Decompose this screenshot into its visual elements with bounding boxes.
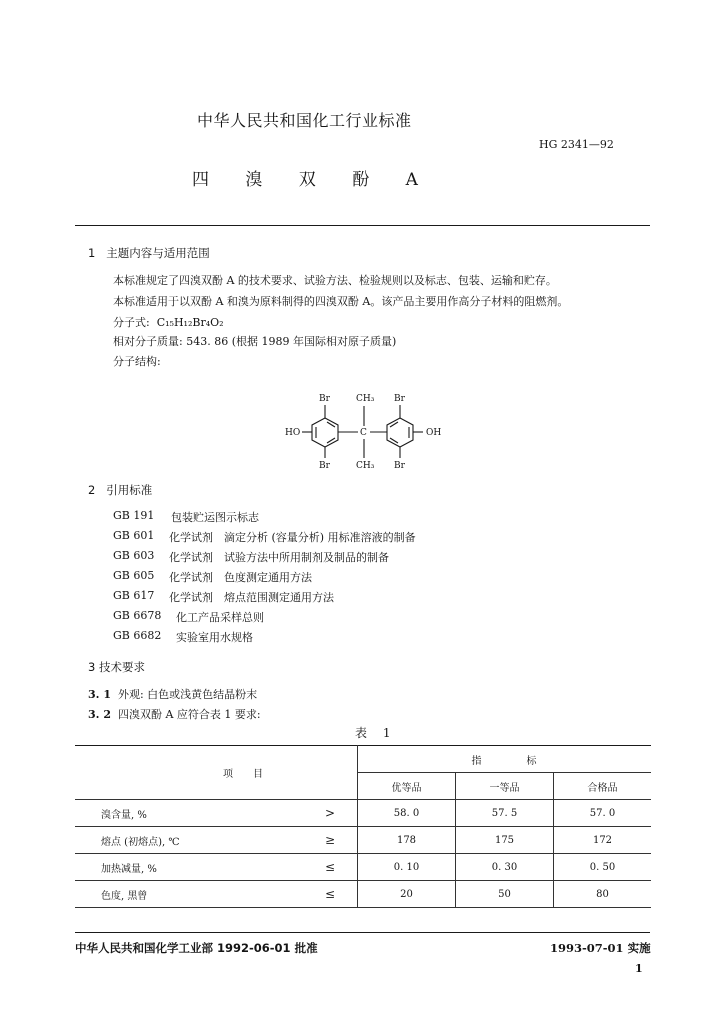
index-column-header: 指 标 <box>358 746 652 773</box>
cell-value: 0. 10 <box>358 854 456 881</box>
br-bottom-left: Br <box>319 461 330 471</box>
reference-code: GB 6678 <box>113 609 162 622</box>
section-1-heading: 1 主题内容与适用范围 <box>88 246 210 260</box>
reference-code: GB 601 <box>113 529 155 542</box>
reference-name: 包装贮运图示标志 <box>171 511 259 524</box>
row-name: 熔点 (初熔点), ℃ <box>75 827 284 854</box>
section-3-heading: 3 技术要求 <box>88 660 145 674</box>
section-1-para-1: 本标准规定了四溴双酚 A 的技术要求、试验方法、检验规则以及标志、包装、运输和贮存。 <box>113 274 557 287</box>
table-row <box>75 827 651 854</box>
hydroxyl-left: HO <box>285 428 301 438</box>
reference-name: 化学试剂 熔点范围测定通用方法 <box>169 591 334 604</box>
reference-code: GB 603 <box>113 549 155 562</box>
table-caption: 表 1 <box>355 726 397 740</box>
structure-label: 分子结构: <box>113 355 161 368</box>
document-title: 四 溴 双 酚 A <box>192 170 419 190</box>
row-name: 加热减量, % <box>75 854 284 881</box>
row-name: 溴含量, % <box>75 800 284 827</box>
ch3-top: CH₃ <box>356 394 375 404</box>
clause-3-2: 3. 2 四溴双酚 A 应符合表 1 要求: <box>88 708 261 721</box>
reference-name: 化学试剂 滴定分析 (容量分析) 用标准溶液的制备 <box>169 531 416 544</box>
reference-code: GB 6682 <box>113 629 162 642</box>
approval-line: 中华人民共和国化学工业部 1992-06-01 批准 <box>75 941 318 955</box>
row-symbol: ≤ <box>284 881 357 908</box>
reference-name: 化工产品采样总则 <box>176 611 264 624</box>
header-divider <box>75 225 650 226</box>
section-2-heading: 2 引用标准 <box>88 483 153 497</box>
row-symbol: > <box>284 800 357 827</box>
reference-name: 实验室用水规格 <box>176 631 253 644</box>
central-carbon: C <box>360 428 367 438</box>
reference-name: 化学试剂 试验方法中所用制剂及制品的制备 <box>169 551 389 564</box>
page-number: 1 <box>635 962 643 975</box>
br-top-left: Br <box>319 394 330 404</box>
table-row <box>75 854 651 881</box>
cell-value: 178 <box>358 827 456 854</box>
molecular-formula: 分子式: C₁₅H₁₂Br₄O₂ <box>113 316 224 329</box>
ch3-bottom: CH₃ <box>356 461 375 471</box>
reference-code: GB 605 <box>113 569 155 582</box>
cell-value: 58. 0 <box>358 800 456 827</box>
row-symbol: ≥ <box>284 827 357 854</box>
hydroxyl-right: OH <box>426 428 442 438</box>
grade-header-qualified: 合格品 <box>554 773 652 800</box>
table-row <box>75 881 651 908</box>
molecular-mass: 相对分子质量: 543. 86 (根据 1989 年国际相对原子质量) <box>113 335 397 348</box>
cell-value: 20 <box>358 881 456 908</box>
cell-value: 0. 30 <box>456 854 554 881</box>
cell-value: 175 <box>456 827 554 854</box>
cell-value: 50 <box>456 881 554 908</box>
item-column-header: 项 目 <box>75 746 358 800</box>
effective-date: 1993-07-01 实施 <box>550 941 651 955</box>
molecular-structure-diagram <box>280 388 470 478</box>
section-1-para-2: 本标准适用于以双酚 A 和溴为原料制得的四溴双酚 A。该产品主要用作高分子材料的阻燃剂。 <box>113 295 569 308</box>
cell-value: 57. 5 <box>456 800 554 827</box>
cell-value: 172 <box>554 827 652 854</box>
standard-code: HG 2341—92 <box>539 138 614 151</box>
br-top-right: Br <box>394 394 405 404</box>
cell-value: 80 <box>554 881 652 908</box>
specification-table <box>75 745 651 908</box>
reference-name: 化学试剂 色度测定通用方法 <box>169 571 312 584</box>
row-name: 色度, 黑曾 <box>75 881 284 908</box>
footer-divider <box>75 932 650 933</box>
row-symbol: ≤ <box>284 854 357 881</box>
table-row <box>75 800 651 827</box>
cell-value: 0. 50 <box>554 854 652 881</box>
br-bottom-right: Br <box>394 461 405 471</box>
cell-value: 57. 0 <box>554 800 652 827</box>
reference-code: GB 191 <box>113 509 155 522</box>
issuing-organization: 中华人民共和国化工行业标准 <box>197 111 412 130</box>
clause-3-1: 3. 1 外观: 白色或浅黄色结晶粉末 <box>88 688 258 701</box>
grade-header-first: 一等品 <box>456 773 554 800</box>
reference-code: GB 617 <box>113 589 155 602</box>
grade-header-premium: 优等品 <box>358 773 456 800</box>
